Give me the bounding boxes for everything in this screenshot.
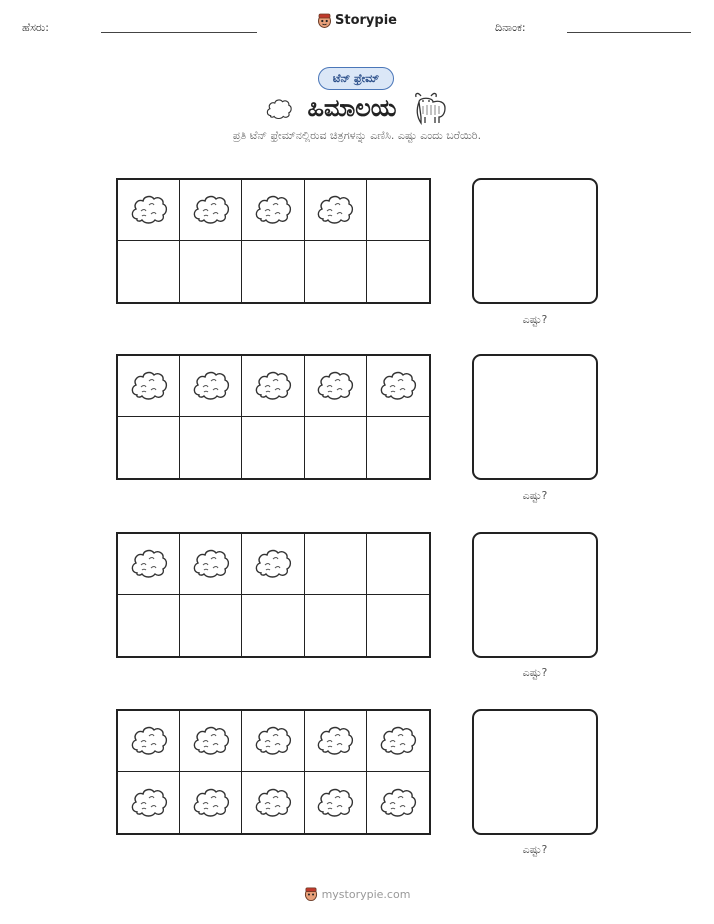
ten-frame-4 <box>116 709 431 835</box>
date-line <box>567 32 691 33</box>
ten-frame-cell <box>180 241 242 302</box>
ten-frame-cell <box>118 711 180 772</box>
storypie-mascot-icon <box>317 12 332 29</box>
answer-label-2: ಎಷ್ಟು? <box>522 489 548 502</box>
bush-icon <box>265 96 293 120</box>
answer-box-2[interactable] <box>472 354 598 480</box>
ten-frame-cell <box>367 595 429 656</box>
ten-frame-cell <box>367 241 429 302</box>
ten-frame-cell <box>180 356 242 417</box>
ten-frame-cell <box>242 595 304 656</box>
ten-frame-cell <box>180 180 242 241</box>
name-line <box>101 32 257 33</box>
bush-icon <box>129 784 169 822</box>
ten-frame-cell <box>367 417 429 478</box>
bush-icon <box>191 784 231 822</box>
bush-icon <box>129 191 169 229</box>
bush-icon <box>378 722 418 760</box>
ten-frame-cell <box>367 534 429 595</box>
date-label: ದಿನಾಂಕ: <box>495 21 526 34</box>
ten-frame-cell <box>305 356 367 417</box>
answer-box-3[interactable] <box>472 532 598 658</box>
ten-frame-cell <box>305 180 367 241</box>
ten-frame-cell <box>305 595 367 656</box>
ten-frame-1 <box>116 178 431 304</box>
ten-frame-cell <box>242 417 304 478</box>
bush-icon <box>253 367 293 405</box>
instructions: ಪ್ರತಿ ಟೆನ್ ಫ್ರೇಮ್‌ನಲ್ಲಿರುವ ಚಿತ್ರಗಳನ್ನು ಎಣಿಸಿ. ಎಷ್ಟು ಎಂದು ಬರೆಯಿರಿ. <box>232 129 482 142</box>
ten-frame-badge: ಟೆನ್ ಫ್ರೇಮ್ <box>318 67 394 90</box>
ten-frame-cell <box>242 711 304 772</box>
brand-logo <box>0 12 714 29</box>
bush-icon <box>253 191 293 229</box>
bush-icon <box>129 367 169 405</box>
ten-frame-cell <box>305 772 367 833</box>
ten-frame-cell <box>180 711 242 772</box>
ten-frame-cell <box>118 595 180 656</box>
page-title: ಹಿಮಾಲಯ <box>307 94 397 122</box>
bush-icon <box>378 784 418 822</box>
bush-icon <box>191 367 231 405</box>
ten-frame-cell <box>118 180 180 241</box>
footer <box>0 886 714 902</box>
ten-frame-3 <box>116 532 431 658</box>
bush-icon <box>315 784 355 822</box>
ten-frame-cell <box>242 772 304 833</box>
ten-frame-cell <box>118 534 180 595</box>
answer-box-1[interactable] <box>472 178 598 304</box>
ten-frame-cell <box>118 241 180 302</box>
ten-frame-cell <box>118 356 180 417</box>
ten-frame-cell <box>305 711 367 772</box>
bush-icon <box>191 545 231 583</box>
footer-url: mystorypie.com <box>321 887 411 901</box>
ten-frame-cell <box>367 356 429 417</box>
ten-frame-cell <box>305 241 367 302</box>
ten-frame-cell <box>242 241 304 302</box>
storypie-mascot-icon <box>304 886 318 902</box>
bush-icon <box>129 722 169 760</box>
answer-label-4: ಎಷ್ಟು? <box>522 843 548 856</box>
brand-name: Storypie <box>335 13 397 28</box>
bush-icon <box>129 545 169 583</box>
bush-icon <box>315 191 355 229</box>
ten-frame-cell <box>367 180 429 241</box>
bush-icon <box>253 722 293 760</box>
answer-box-4[interactable] <box>472 709 598 835</box>
bush-icon <box>253 784 293 822</box>
bush-icon <box>315 367 355 405</box>
ten-frame-cell <box>180 772 242 833</box>
ten-frame-cell <box>180 595 242 656</box>
answer-label-3: ಎಷ್ಟು? <box>522 666 548 679</box>
ten-frame-cell <box>118 417 180 478</box>
ten-frame-cell <box>180 534 242 595</box>
ten-frame-cell <box>242 534 304 595</box>
ten-frame-cell <box>242 180 304 241</box>
bush-icon <box>315 722 355 760</box>
ten-frame-cell <box>305 417 367 478</box>
ten-frame-cell <box>367 772 429 833</box>
ten-frame-cell <box>118 772 180 833</box>
name-label: ಹೆಸರು: <box>22 21 49 34</box>
title-row <box>0 90 714 126</box>
ten-frame-cell <box>242 356 304 417</box>
ten-frame-2 <box>116 354 431 480</box>
bush-icon <box>378 367 418 405</box>
ten-frame-cell <box>367 711 429 772</box>
yak-icon <box>411 90 449 126</box>
ten-frame-cell <box>180 417 242 478</box>
answer-label-1: ಎಷ್ಟು? <box>522 313 548 326</box>
bush-icon <box>253 545 293 583</box>
bush-icon <box>191 722 231 760</box>
ten-frame-cell <box>305 534 367 595</box>
bush-icon <box>191 191 231 229</box>
